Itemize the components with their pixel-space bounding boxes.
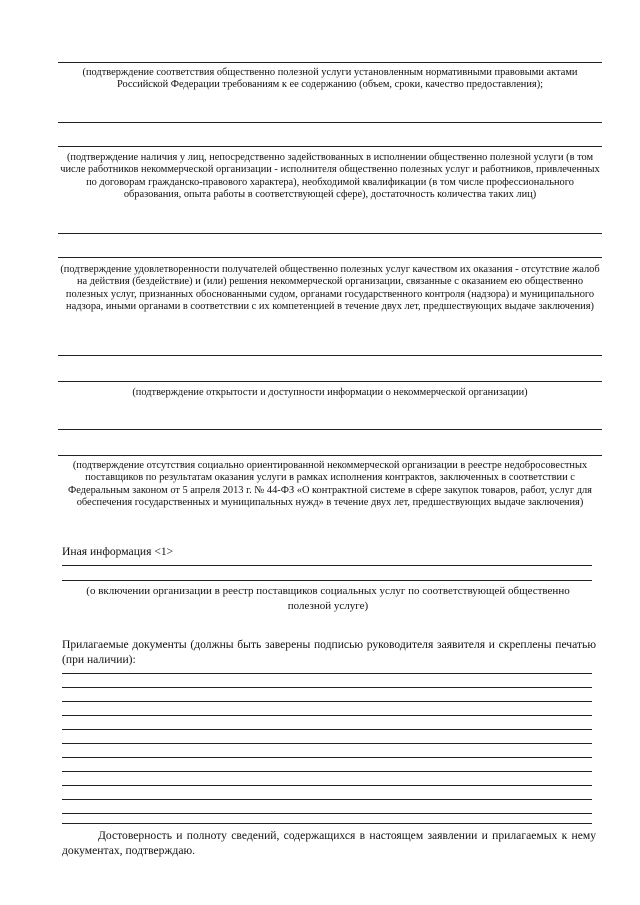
attached-documents-label: Прилагаемые документы (должны быть заверены подписью руководителя заявителя и скреплены печатью (при наличии):: [62, 638, 596, 666]
fill-line[interactable]: [62, 565, 592, 566]
other-info-label: Иная информация <1>: [62, 545, 174, 558]
fill-line[interactable]: [62, 823, 592, 824]
section-caption-satisfaction: (подтверждение удовлетворенности получателей общественно полезных услуг качеством их оказания - отсутствие жалоб на действия (бездействие) и (или) решения некоммерческой организации, связанные с оказанием ею общественно полезных услуг, признанных обоснованными судом, органами государственного контроля (надзора) и муниципального надзора, иными органами в соответствии с их компетенцией в течение двух лет, предшествующих выдаче заключения): [60, 264, 600, 312]
fill-line[interactable]: [58, 146, 602, 147]
confirmation-text: Достоверность и полноту сведений, содержащихся в настоящем заявлении и прилагаемых к нему документах, подтверждаю.: [62, 829, 596, 857]
other-info-caption: (о включении организации в реестр поставщиков социальных услуг по соответствующей общественно полезной услуге): [86, 585, 570, 612]
section-caption-unfair-suppliers: (подтверждение отсутствия социально ориентированной некоммерческой организации в реестре недобросовестных поставщиков по результатам оказания услуги в рамках исполнения контрактов, заключенных в соответствии с Федеральным законом от 5 апреля 2013 г. № 44-ФЗ «О контрактной системе в сфере закупок товаров, работ, услуг для обеспечения государственных и муниципальных нужд» в течение двух лет, предшествующих выдаче заключения): [68, 460, 592, 508]
fill-line[interactable]: [58, 233, 602, 234]
fill-line[interactable]: [62, 799, 592, 800]
section-caption-openness: (подтверждение открытости и доступности информации о некоммерческой организации): [132, 387, 528, 398]
fill-line[interactable]: [62, 580, 592, 581]
fill-line[interactable]: [62, 701, 592, 702]
section-caption-qualification: (подтверждение наличия у лиц, непосредственно задействованных в исполнении общественно полезной услуги (в том числе работников некоммерческой организации - исполнителя общественно полезных услуг и работников, привлеченных по договорам гражданско-правового характера), необходимой квалификации (в том числе профессионального образования, опыта работы в соответствующей сфере), достаточность количества таких лиц): [60, 152, 600, 200]
fill-line[interactable]: [58, 257, 602, 258]
fill-line[interactable]: [58, 122, 602, 123]
fill-line[interactable]: [62, 715, 592, 716]
fill-line[interactable]: [58, 355, 602, 356]
fill-line[interactable]: [58, 429, 602, 430]
fill-line[interactable]: [58, 62, 602, 63]
fill-line[interactable]: [62, 813, 592, 814]
fill-line[interactable]: [58, 381, 602, 382]
fill-line[interactable]: [62, 743, 592, 744]
fill-line[interactable]: [58, 455, 602, 456]
section-caption-quality: (подтверждение соответствия общественно полезной услуги установленным нормативными правовыми актами Российской Федерации требованиям к ее содержанию (объем, сроки, качество предоставления);: [82, 67, 578, 91]
fill-line[interactable]: [62, 785, 592, 786]
fill-line[interactable]: [62, 771, 592, 772]
fill-line[interactable]: [62, 729, 592, 730]
fill-line[interactable]: [62, 673, 592, 674]
fill-line[interactable]: [62, 687, 592, 688]
fill-line[interactable]: [62, 757, 592, 758]
